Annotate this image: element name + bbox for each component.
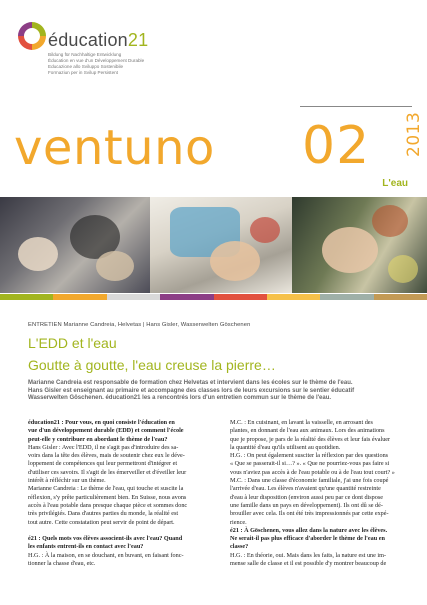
color-segment	[0, 294, 53, 300]
article-text-line: mense salle de classe et il est possible d'y montrer beaucoup de	[230, 560, 387, 568]
article-text-line: Marianne Candreia : Le thème de l'eau, qui touche et suscite la	[28, 485, 184, 493]
article-text-line: é21 : Quels mots vos élèves associent-ils avec l'eau? Quand	[28, 535, 183, 543]
color-segment	[160, 294, 213, 300]
tagline-line: Educazione allo Sviluppo Sostenibile	[48, 64, 124, 69]
article-text-line: M.C. : Dans une classe d'économie familiale, j'ai une fois coupé	[230, 477, 389, 485]
article-text-line: H.G. : En théorie, oui. Mais dans les faits, la nature est une im-	[230, 551, 387, 559]
article-text-line: classe?	[230, 543, 249, 551]
article-text-line: plantes, en donnant de l'eau aux animaux. Lors des animations	[230, 427, 385, 435]
tagline-line: Formaziun per in Svilup Persistent	[48, 70, 118, 75]
logo-number: 21	[127, 30, 149, 50]
article-text-line: voirs dans la tête des élèves, mais de soutenir chez eux le déve-	[28, 452, 185, 460]
article-headline: L'EDD et l'eau	[28, 335, 117, 351]
color-segment	[374, 294, 427, 300]
article-lead	[28, 380, 418, 403]
article-text-line: intérêt à réfléchir sur un thème.	[28, 477, 106, 485]
issue-number: 02	[302, 116, 371, 176]
article-text-line: la quantité d'eau qu'ils utilisent au quotidien.	[230, 443, 341, 451]
article-text-line: très privilégiés. Dans d'autres parties du monde, la réalité est	[28, 510, 179, 518]
lead-line: Hans Gisler est enseignant au primaire et accompagne des classes lors de leurs excursions sur le sentier éducatif	[28, 387, 355, 394]
article-kicker: ENTRETIEN Marianne Candreia, Helvetas | Hans Gisler, Wasserwelten Göschenen	[28, 322, 251, 328]
color-segment	[107, 294, 160, 300]
article-column-right	[230, 419, 416, 568]
article-column-left	[28, 419, 214, 568]
article-subheadline: Goutte à goutte, l'eau creuse la pierre…	[28, 357, 276, 373]
article-text-line: tout autre. Cette constatation peut servir de point de départ.	[28, 518, 175, 526]
lead-line: Wasserwelten Göschenen. éducation21 les a rencontrés lors d'un entretien commun sur le thème de l'eau.	[28, 395, 332, 402]
article-text-line: tionner la chasse d'eau, etc.	[28, 560, 96, 568]
article-text-line: Hans Gisler : Avec l'EDD, il ne s'agit pas d'introduire des sa-	[28, 443, 179, 451]
masthead-title: ventuno	[14, 120, 215, 176]
article-text-line: rience.	[230, 518, 247, 526]
article-text-line	[28, 527, 214, 535]
lead-line: Marianne Candreia est responsable de formation chez Helvetas et intervient dans les écoles sur le thème de l'eau.	[28, 380, 353, 386]
article-text-line: d'utiliser ces savoirs. Il s'agit de les émerveiller et d'éveiller leur	[28, 468, 187, 476]
article-text-line: accès à l'eau potable dans presque chaque pièce et sommes donc	[28, 501, 188, 509]
article-text-line: Ne serait-il pas plus efficace d'aborder le thème de l'eau en	[230, 535, 385, 543]
article-text-line: d'eau à leur disposition (environ aussi peu par ce dont dispose	[230, 493, 384, 501]
article-text-line: éducation21 : Pour vous, en quoi consiste l'éducation en	[28, 419, 175, 426]
article-text-line: vous n'aviez pas accès à de l'eau potable ou à de l'eau tout court? »	[230, 468, 395, 476]
color-segment	[53, 294, 106, 300]
color-segment	[320, 294, 373, 300]
article-text-line: l'arrivée d'eau. Les élèves n'avaient qu'une quantité restreinte	[230, 485, 381, 493]
logo-mark-icon	[14, 18, 50, 54]
issue-year: 2013	[404, 111, 424, 157]
color-bar	[0, 294, 427, 300]
tagline-line: Bildung für Nachhaltige Entwicklung	[48, 52, 122, 57]
logo-wordmark	[48, 30, 148, 51]
article-text-line: « Que se passerait-il si…? ». « Que ne pourriez-vous pas faire si	[230, 460, 390, 468]
article-text-line: les enfants entrent-ils en contact avec l'eau?	[28, 543, 144, 551]
article-text-line: H.G. : À la maison, en se douchant, en buvant, en faisant fonc-	[28, 551, 184, 559]
color-segment	[267, 294, 320, 300]
education21-logo	[14, 18, 174, 84]
logo-name: éducation	[48, 30, 128, 50]
article-text-line: loppement de compétences qui leur permettront d'intégrer et	[28, 460, 178, 468]
article-text-line: que je propose, je pars de la réalité des élèves et leur fais évaluer	[230, 435, 391, 443]
photo-strip	[0, 197, 427, 293]
logo-tagline	[48, 52, 178, 76]
article-text-line: une famille dans un pays en développement). Ils ont dû se dé-	[230, 501, 383, 509]
article-text-line: M.C. : En cuisinant, en lavant la vaisselle, en arrosant des	[230, 419, 373, 426]
article-text-line: réflexion, s'y prête particulièrement bien. En Suisse, nous avons	[28, 493, 187, 501]
article-text-line: vue d'un développement durable (EDD) et comment l'école	[28, 427, 184, 435]
article-text-line: é21 : À Göschenen, vous allez dans la nature avec les élèves.	[230, 526, 388, 534]
article-text-line: peut-elle y contribuer en abordant le thème de l'eau?	[28, 435, 168, 443]
article-text-line: brouiller avec cela. Ils ont été très impressionnés par cette expé-	[230, 510, 389, 518]
photo-hand-crafting	[292, 197, 427, 293]
issue-theme: L'eau	[382, 178, 408, 189]
article-text-line: H.G. : On peut également susciter la réflexion par des questions	[230, 452, 389, 460]
tagline-line: Éducation en vue d'un Développement Durable	[48, 58, 145, 63]
photo-children-drawing	[0, 197, 150, 293]
title-rule	[300, 106, 412, 107]
color-segment	[214, 294, 267, 300]
photo-hands-paper-art	[150, 197, 292, 293]
